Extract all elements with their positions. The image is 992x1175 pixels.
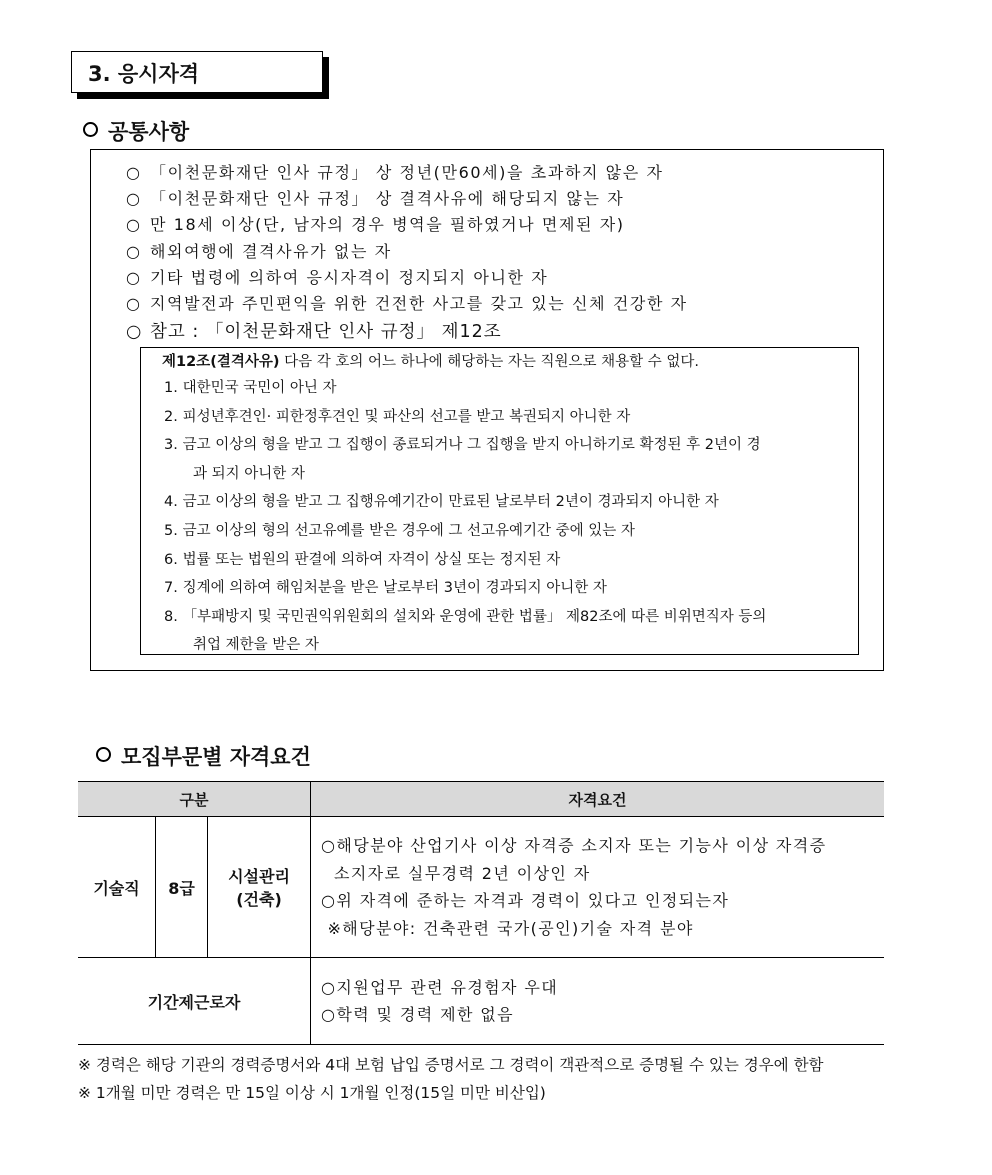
article-item: 8. 「부패방지 및 국민권익위원회의 설치와 운영에 관한 법률」 제82조에 따른 비위면직자 등의 취업 제한을 받은 자 bbox=[164, 608, 767, 654]
article-heading bbox=[162, 350, 699, 371]
article-item: 4. 금고 이상의 형을 받고 그 집행유예기간이 만료된 날로부터 2년이 경과되지 아니한 자 bbox=[164, 494, 719, 511]
job-requirements: ○해당분야 산업기사 이상 자격증 소지자 또는 기능사 이상 자격증 소지자로 실무경력 2년 이상인 자 ○위 자격에 준하는 자격과 경력이 있다고 인정되는자 ※해당분야: 건축관련 국가(공인)기술 자격 분야 bbox=[311, 817, 885, 958]
article-title: 제12조(결격사유) bbox=[162, 354, 280, 370]
job-type: 기간제근로자 bbox=[78, 958, 311, 1045]
requirements-table bbox=[78, 781, 884, 1045]
article-item: 5. 금고 이상의 형의 선고유예를 받은 경우에 그 선고유예기간 중에 있는 자 bbox=[164, 522, 635, 539]
header-requirements: 자격요건 bbox=[311, 782, 885, 817]
common-heading: 공통사항 bbox=[83, 116, 189, 146]
article-list bbox=[164, 374, 854, 660]
common-requirements-list bbox=[126, 160, 688, 345]
header-category: 구분 bbox=[78, 782, 311, 817]
section-title: 3. 응시자격 bbox=[88, 62, 200, 86]
article-item: 2. 피성년후견인· 피한정후견인 및 파산의 선고를 받고 복권되지 아니한 자 bbox=[164, 408, 631, 425]
footnote: ※ 경력은 해당 기관의 경력증명서와 4대 보험 납입 증명서로 그 경력이 객관적으로 증명될 수 있는 경우에 한함 bbox=[78, 1056, 824, 1074]
list-item: ○ 지역발전과 주민편익을 위한 건전한 사고를 갖고 있는 신체 건강한 자 bbox=[126, 293, 688, 313]
job-type: 기술직 bbox=[78, 817, 156, 958]
job-requirements: ○지원업무 관련 유경험자 우대 ○학력 및 경력 제한 없음 bbox=[311, 958, 885, 1045]
list-item: ○ 「이천문화재단 인사 규정」 상 정년(만60세)을 초과하지 않은 자 bbox=[126, 163, 664, 182]
footnote: ※ 1개월 미만 경력은 만 15일 이상 시 1개월 인정(15일 미만 비산입) bbox=[78, 1084, 546, 1102]
recruit-heading: 모집부문별 자격요건 bbox=[96, 741, 311, 771]
table-header-row bbox=[78, 782, 884, 817]
footnotes bbox=[78, 1051, 824, 1107]
article-item: 1. 대한민국 국민이 아닌 자 bbox=[164, 380, 337, 396]
list-item: ○ 해외여행에 결격사유가 없는 자 bbox=[126, 241, 392, 261]
section-title-box bbox=[71, 51, 323, 93]
circle-bullet-icon bbox=[96, 747, 111, 762]
common-requirements-box bbox=[90, 149, 884, 671]
circle-bullet-icon bbox=[83, 122, 98, 137]
table-row bbox=[78, 817, 884, 958]
article-intro: 다음 각 호의 어느 하나에 해당하는 자는 직원으로 채용할 수 없다. bbox=[284, 354, 699, 370]
reference-item: ○ 참고 : 「이천문화재단 인사 규정」 제12조 bbox=[126, 322, 502, 343]
list-item: ○ 만 18세 이상(단, 남자의 경우 병역을 필하였거나 면제된 자) bbox=[126, 215, 625, 235]
article-item: 7. 징계에 의하여 해임처분을 받은 날로부터 3년이 경과되지 아니한 자 bbox=[164, 580, 607, 597]
article-12-box bbox=[140, 347, 859, 655]
list-item: ○ 「이천문화재단 인사 규정」 상 결격사유에 해당되지 않는 자 bbox=[126, 189, 625, 209]
table-row bbox=[78, 958, 884, 1045]
article-item: 3. 금고 이상의 형을 받고 그 집행이 종료되거나 그 집행을 받지 아니하기로 확정된 후 2년이 경 과 되지 아니한 자 bbox=[164, 437, 761, 482]
job-field: 시설관리 (건축) bbox=[208, 817, 311, 958]
job-grade: 8급 bbox=[156, 817, 208, 958]
list-item: ○ 기타 법령에 의하여 응시자격이 정지되지 아니한 자 bbox=[126, 267, 549, 287]
article-item: 6. 법률 또는 법원의 판결에 의하여 자격이 상실 또는 정지된 자 bbox=[164, 551, 561, 568]
